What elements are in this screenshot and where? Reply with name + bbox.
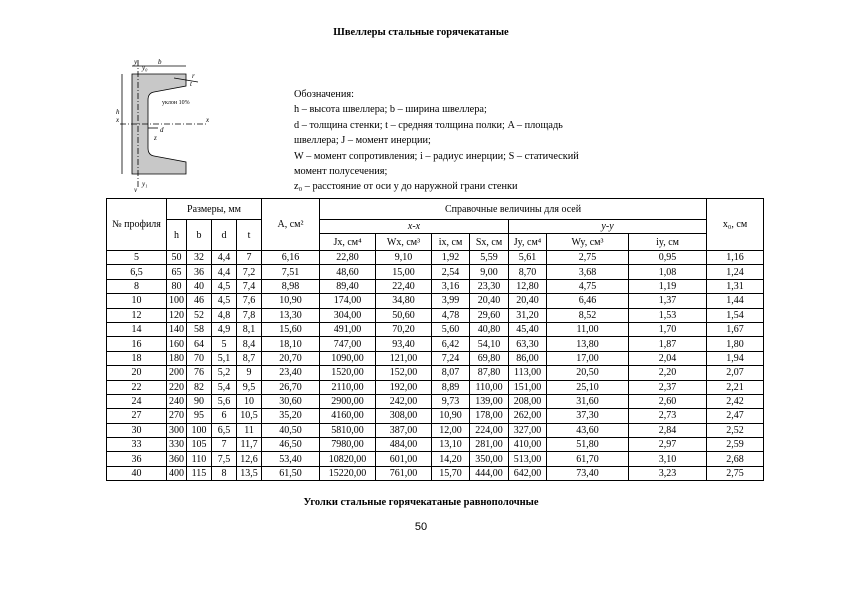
table-cell: 95 [187, 409, 212, 423]
legend-line: z₀ – расстояние от оси y до наружной грани стенки [294, 181, 518, 193]
table-cell: 6,5 [107, 265, 167, 279]
header-sx: Sx, см [470, 234, 509, 251]
table-cell: 7,4 [237, 279, 262, 293]
table-cell: 9,5 [237, 380, 262, 394]
table-cell: 410,00 [509, 438, 547, 452]
table-cell: 1520,00 [320, 366, 376, 380]
table-cell: 100 [187, 423, 212, 437]
table-cell: 7,5 [212, 452, 237, 466]
header-t: t [237, 220, 262, 251]
table-cell: 3,99 [432, 294, 470, 308]
table-cell: 4160,00 [320, 409, 376, 423]
diagram-slope-label: уклон 10% [162, 100, 190, 106]
table-cell: 86,00 [509, 351, 547, 365]
table-cell: 17,00 [547, 351, 629, 365]
table-cell: 16 [107, 337, 167, 351]
table-cell: 13,10 [432, 438, 470, 452]
table-cell: 3,23 [629, 466, 707, 480]
table-cell: 20 [107, 366, 167, 380]
table-cell: 26,70 [262, 380, 320, 394]
table-row [107, 308, 764, 322]
table-cell: 2,75 [547, 251, 629, 265]
table-cell: 1,67 [707, 322, 764, 336]
table-cell: 29,60 [470, 308, 509, 322]
header-ref: Справочные величины для осей [320, 199, 707, 220]
table-cell: 4,9 [212, 322, 237, 336]
table-cell: 18 [107, 351, 167, 365]
table-cell: 4,5 [212, 294, 237, 308]
legend-line: швеллера; J – момент инерции; [294, 135, 431, 147]
table-cell: 2,84 [629, 423, 707, 437]
table-row [107, 423, 764, 437]
table-cell: 45,40 [509, 322, 547, 336]
table-cell: 25,10 [547, 380, 629, 394]
table-cell: 15,60 [262, 322, 320, 336]
table-cell: 2,47 [707, 409, 764, 423]
table-cell: 15,00 [376, 265, 432, 279]
table-cell: 180 [167, 351, 187, 365]
table-cell: 601,00 [376, 452, 432, 466]
table-cell: 160 [167, 337, 187, 351]
table-cell: 9,10 [376, 251, 432, 265]
table-cell: 7 [212, 438, 237, 452]
table-cell: 13,5 [237, 466, 262, 480]
diagram-label-x-left: x [116, 116, 120, 124]
table-cell: 2,75 [707, 466, 764, 480]
table-cell: 40 [187, 279, 212, 293]
table-cell: 2,60 [629, 394, 707, 408]
table-cell: 1090,00 [320, 351, 376, 365]
table-cell: 30,60 [262, 394, 320, 408]
table-cell: 5,6 [212, 394, 237, 408]
table-cell: 36 [187, 265, 212, 279]
table-cell: 110,00 [470, 380, 509, 394]
table-cell: 5 [107, 251, 167, 265]
table-cell: 387,00 [376, 423, 432, 437]
table-cell: 140 [167, 322, 187, 336]
table-cell: 7,2 [237, 265, 262, 279]
table-cell: 1,87 [629, 337, 707, 351]
header-b: b [187, 220, 212, 251]
table-cell: 400 [167, 466, 187, 480]
table-cell: 1,44 [707, 294, 764, 308]
table-cell: 48,60 [320, 265, 376, 279]
table-cell: 8,89 [432, 380, 470, 394]
table-row [107, 294, 764, 308]
table-cell: 43,60 [547, 423, 629, 437]
table-cell: 90 [187, 394, 212, 408]
table-cell: 281,00 [470, 438, 509, 452]
table-cell: 64 [187, 337, 212, 351]
table-cell: 120 [167, 308, 187, 322]
diagram-label-y-bottom: y [134, 186, 138, 192]
table-cell: 1,16 [707, 251, 764, 265]
table-row [107, 466, 764, 480]
table-cell: 270 [167, 409, 187, 423]
table-cell: 7,24 [432, 351, 470, 365]
table-cell: 13,80 [547, 337, 629, 351]
diagram-label-t: t [190, 80, 192, 88]
table-cell: 4,78 [432, 308, 470, 322]
table-cell: 63,30 [509, 337, 547, 351]
table-cell: 761,00 [376, 466, 432, 480]
header-h: h [167, 220, 187, 251]
table-cell: 208,00 [509, 394, 547, 408]
table-cell: 6,42 [432, 337, 470, 351]
table-cell: 8,70 [509, 265, 547, 279]
table-cell: 330 [167, 438, 187, 452]
table-cell: 12,00 [432, 423, 470, 437]
table-cell: 300 [167, 423, 187, 437]
table-cell: 31,60 [547, 394, 629, 408]
table-row [107, 409, 764, 423]
table-cell: 2,59 [707, 438, 764, 452]
table-cell: 8,07 [432, 366, 470, 380]
table-row [107, 322, 764, 336]
table-cell: 40 [107, 466, 167, 480]
table-cell: 2,52 [707, 423, 764, 437]
table-cell: 10 [237, 394, 262, 408]
table-cell: 2,20 [629, 366, 707, 380]
table-cell: 14 [107, 322, 167, 336]
header-yy: y-y [509, 220, 707, 234]
header-wx: Wx, см³ [376, 234, 432, 251]
table-row [107, 265, 764, 279]
table-cell: 151,00 [509, 380, 547, 394]
table-cell: 93,40 [376, 337, 432, 351]
table-cell: 22 [107, 380, 167, 394]
header-ix: ix, см [432, 234, 470, 251]
legend-line: d – толщина стенки; t – средняя толщина полки; A – площадь [294, 119, 563, 131]
header-dims: Размеры, мм [167, 199, 262, 220]
table-row [107, 366, 764, 380]
legend-line: момент полусечения; [294, 166, 388, 178]
header-wy: Wy, см³ [547, 234, 629, 251]
table-cell: 2110,00 [320, 380, 376, 394]
diagram-label-h: h [116, 108, 120, 116]
table-cell: 1,31 [707, 279, 764, 293]
table-cell: 5,61 [509, 251, 547, 265]
table-cell: 6 [212, 409, 237, 423]
table-cell: 10,5 [237, 409, 262, 423]
table-cell: 11 [237, 423, 262, 437]
diagram-label-b: b [158, 58, 162, 66]
table-cell: 484,00 [376, 438, 432, 452]
table-row [107, 380, 764, 394]
table-cell: 30 [107, 423, 167, 437]
table-cell: 1,80 [707, 337, 764, 351]
table-cell: 200 [167, 366, 187, 380]
table-cell: 100 [167, 294, 187, 308]
table-cell: 2,73 [629, 409, 707, 423]
table-cell: 5,60 [432, 322, 470, 336]
table-cell: 36 [107, 452, 167, 466]
page-number: 50 [414, 521, 428, 533]
table-cell: 6,5 [212, 423, 237, 437]
table-cell: 1,53 [629, 308, 707, 322]
diagram-label-y0: y₀ [142, 64, 148, 72]
table-cell: 13,30 [262, 308, 320, 322]
table-cell: 35,20 [262, 409, 320, 423]
table-cell: 1,70 [629, 322, 707, 336]
table-cell: 10,90 [432, 409, 470, 423]
table-cell: 46,50 [262, 438, 320, 452]
table-cell: 31,20 [509, 308, 547, 322]
table-cell: 513,00 [509, 452, 547, 466]
table-cell: 24 [107, 394, 167, 408]
table-cell: 6,16 [262, 251, 320, 265]
table-row [107, 452, 764, 466]
table-cell: 1,19 [629, 279, 707, 293]
table-cell: 327,00 [509, 423, 547, 437]
header-jy: Jy, см⁴ [509, 234, 547, 251]
table-cell: 9,73 [432, 394, 470, 408]
table-cell: 152,00 [376, 366, 432, 380]
table-cell: 6,46 [547, 294, 629, 308]
table-cell: 2,97 [629, 438, 707, 452]
table-cell: 8,1 [237, 322, 262, 336]
diagram-label-d: d [160, 126, 164, 134]
table-cell: 2,54 [432, 265, 470, 279]
table-cell: 2,68 [707, 452, 764, 466]
table-cell: 304,00 [320, 308, 376, 322]
table-cell: 61,50 [262, 466, 320, 480]
table-cell: 11,00 [547, 322, 629, 336]
table-cell: 9,00 [470, 265, 509, 279]
page-title: Швеллеры стальные горячекатаные [333, 27, 509, 38]
table-cell: 4,8 [212, 308, 237, 322]
table-cell: 12 [107, 308, 167, 322]
table-cell: 80 [167, 279, 187, 293]
table-cell: 7,6 [237, 294, 262, 308]
legend-line: h – высота швеллера; b – ширина швеллера; [294, 104, 487, 116]
table-cell: 5,59 [470, 251, 509, 265]
table-cell: 58 [187, 322, 212, 336]
table-cell: 15,70 [432, 466, 470, 480]
table-cell: 5,4 [212, 380, 237, 394]
table-cell: 82 [187, 380, 212, 394]
table-cell: 2,07 [707, 366, 764, 380]
table-cell: 70 [187, 351, 212, 365]
table-cell: 350,00 [470, 452, 509, 466]
table-cell: 7,8 [237, 308, 262, 322]
table-cell: 40,50 [262, 423, 320, 437]
table-cell: 1,54 [707, 308, 764, 322]
table-cell: 22,80 [320, 251, 376, 265]
table-cell: 7980,00 [320, 438, 376, 452]
table-cell: 76 [187, 366, 212, 380]
table-cell: 1,94 [707, 351, 764, 365]
table-cell: 22,40 [376, 279, 432, 293]
table-cell: 20,40 [509, 294, 547, 308]
table-cell: 242,00 [376, 394, 432, 408]
table-cell: 32 [187, 251, 212, 265]
table-cell: 1,08 [629, 265, 707, 279]
table-cell: 115 [187, 466, 212, 480]
table-cell: 308,00 [376, 409, 432, 423]
table-cell: 105 [187, 438, 212, 452]
table-cell: 491,00 [320, 322, 376, 336]
table-cell: 27 [107, 409, 167, 423]
table-cell: 40,80 [470, 322, 509, 336]
table-cell: 178,00 [470, 409, 509, 423]
table-cell: 4,4 [212, 265, 237, 279]
legend-line: W – момент сопротивления; i – радиус инерции; S – статический [294, 150, 579, 162]
table-cell: 4,5 [212, 279, 237, 293]
table-cell: 139,00 [470, 394, 509, 408]
table-cell: 61,70 [547, 452, 629, 466]
diagram-label-z: z [154, 134, 157, 142]
table-cell: 34,80 [376, 294, 432, 308]
table-cell: 51,80 [547, 438, 629, 452]
diagram-label-y1: y₁ [142, 180, 148, 188]
table-cell: 113,00 [509, 366, 547, 380]
next-section-heading: Уголки стальные горячекатаные равнополочные [303, 497, 539, 508]
table-row [107, 337, 764, 351]
table-cell: 8,98 [262, 279, 320, 293]
table-cell: 5 [212, 337, 237, 351]
table-cell: 53,40 [262, 452, 320, 466]
table-cell: 23,40 [262, 366, 320, 380]
table-cell: 10820,00 [320, 452, 376, 466]
table-cell: 73,40 [547, 466, 629, 480]
table-cell: 2,42 [707, 394, 764, 408]
table-cell: 220 [167, 380, 187, 394]
channel-section-diagram [114, 56, 214, 192]
diagram-label-x-right: x [206, 116, 210, 124]
table-cell: 5810,00 [320, 423, 376, 437]
table-cell: 224,00 [470, 423, 509, 437]
table-cell: 121,00 [376, 351, 432, 365]
table-cell: 1,24 [707, 265, 764, 279]
table-cell: 4,75 [547, 279, 629, 293]
table-cell: 8 [107, 279, 167, 293]
table-cell: 192,00 [376, 380, 432, 394]
table-cell: 20,50 [547, 366, 629, 380]
table-cell: 69,80 [470, 351, 509, 365]
table-row [107, 394, 764, 408]
table-cell: 20,70 [262, 351, 320, 365]
table-cell: 240 [167, 394, 187, 408]
table-cell: 747,00 [320, 337, 376, 351]
table-cell: 89,40 [320, 279, 376, 293]
diagram-label-y-top: y [134, 58, 138, 66]
table-cell: 50 [167, 251, 187, 265]
table-cell: 1,92 [432, 251, 470, 265]
table-cell: 2,21 [707, 380, 764, 394]
table-cell: 110 [187, 452, 212, 466]
table-cell: 7,51 [262, 265, 320, 279]
table-cell: 2900,00 [320, 394, 376, 408]
table-cell: 5,2 [212, 366, 237, 380]
table-cell: 11,7 [237, 438, 262, 452]
legend-heading: Обозначения: [294, 89, 354, 100]
diagram-label-r: r [192, 72, 195, 80]
table-row [107, 251, 764, 265]
table-cell: 8,4 [237, 337, 262, 351]
table-cell: 37,30 [547, 409, 629, 423]
table-cell: 174,00 [320, 294, 376, 308]
table-cell: 2,04 [629, 351, 707, 365]
table-cell: 2,37 [629, 380, 707, 394]
table-body [107, 251, 764, 481]
table-cell: 70,20 [376, 322, 432, 336]
table-cell: 8,52 [547, 308, 629, 322]
table-cell: 7 [237, 251, 262, 265]
table-cell: 360 [167, 452, 187, 466]
table-cell: 65 [167, 265, 187, 279]
table-cell: 8,7 [237, 351, 262, 365]
table-cell: 87,80 [470, 366, 509, 380]
table-cell: 52 [187, 308, 212, 322]
table-row [107, 279, 764, 293]
table-cell: 8 [212, 466, 237, 480]
table-cell: 20,40 [470, 294, 509, 308]
table-cell: 1,37 [629, 294, 707, 308]
header-profile: № профиля [107, 199, 167, 251]
table-cell: 642,00 [509, 466, 547, 480]
table-row [107, 351, 764, 365]
table-cell: 10,90 [262, 294, 320, 308]
table-cell: 50,60 [376, 308, 432, 322]
header-xx: x-x [320, 220, 509, 234]
table-cell: 0,95 [629, 251, 707, 265]
table-cell: 262,00 [509, 409, 547, 423]
table-row [107, 438, 764, 452]
channel-table [106, 198, 764, 481]
table-cell: 5,1 [212, 351, 237, 365]
header-jx: Jx, см⁴ [320, 234, 376, 251]
table-cell: 444,00 [470, 466, 509, 480]
table-cell: 14,20 [432, 452, 470, 466]
table-cell: 10 [107, 294, 167, 308]
table-cell: 33 [107, 438, 167, 452]
table-cell: 15220,00 [320, 466, 376, 480]
table-cell: 4,4 [212, 251, 237, 265]
table-cell: 3,16 [432, 279, 470, 293]
table-cell: 3,68 [547, 265, 629, 279]
legend [294, 87, 639, 195]
header-x0: x₀, см [707, 199, 764, 251]
table-cell: 9 [237, 366, 262, 380]
table-cell: 12,6 [237, 452, 262, 466]
header-iy: iy, см [629, 234, 707, 251]
table-cell: 46 [187, 294, 212, 308]
header-d: d [212, 220, 237, 251]
table-cell: 3,10 [629, 452, 707, 466]
table-cell: 18,10 [262, 337, 320, 351]
table-cell: 23,30 [470, 279, 509, 293]
header-area: A, см² [262, 199, 320, 251]
table-cell: 54,10 [470, 337, 509, 351]
table-cell: 12,80 [509, 279, 547, 293]
